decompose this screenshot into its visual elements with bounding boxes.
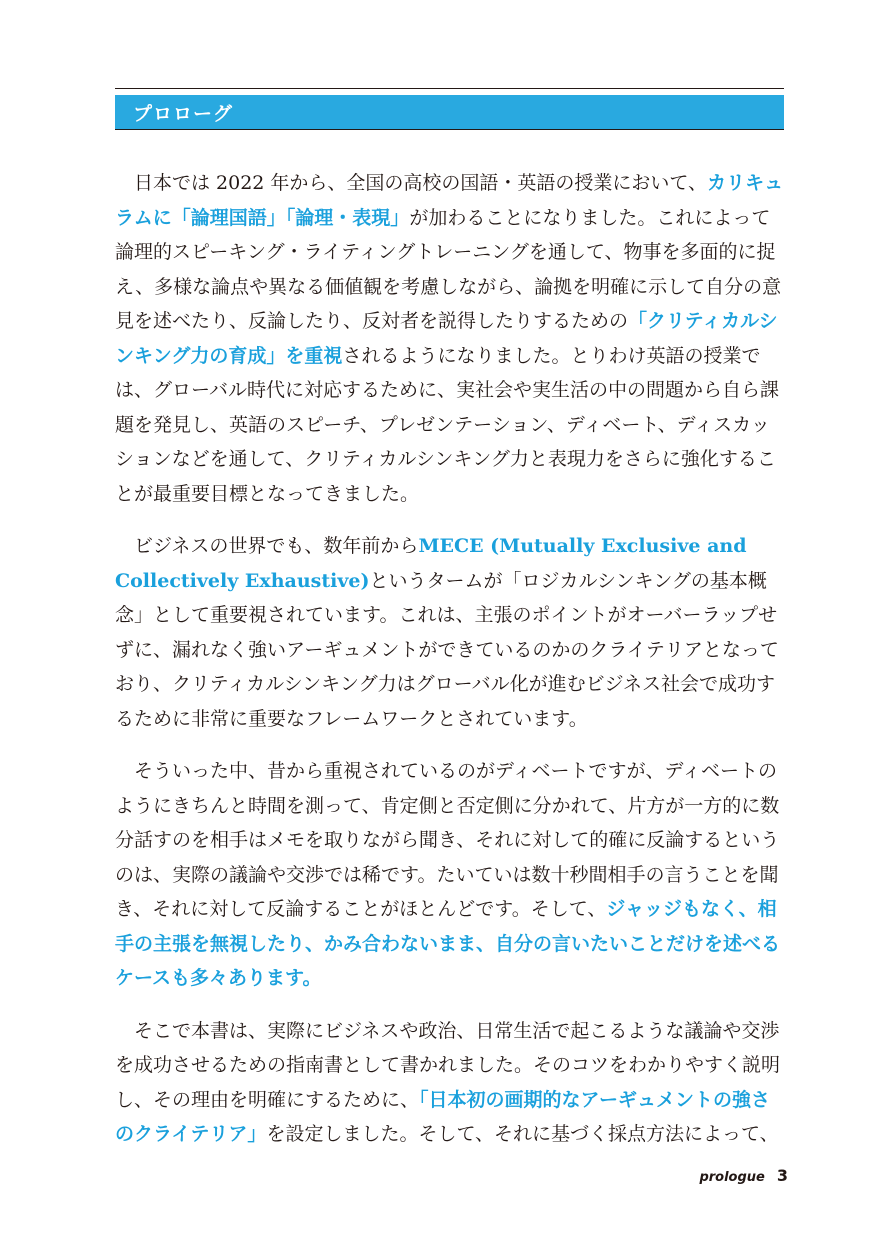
paragraph-1-run-1: 日本では 2022 年から、全国の高校の国語・英語の授業において、: [134, 172, 708, 194]
paragraph-4-highlight-1: 「日本初の画期的なアーギュメントの強さのクライテリア」: [115, 1088, 770, 1145]
page-number: 3: [776, 1166, 788, 1185]
body-text: [115, 166, 785, 1170]
paragraph-4-run-2: を設定しました。そして、それに基づく採点方法によって、: [266, 1123, 779, 1145]
paragraph-2: [115, 529, 785, 736]
paragraph-3: [115, 754, 785, 996]
section-heading-title: プロローグ: [133, 103, 234, 125]
paragraph-3-highlight-1: ジャッジもなく、相手の主張を無視したり、かみ合わないまま、自分の言いたいことだけを述べるケースも多々あります。: [115, 898, 781, 989]
paragraph-1-highlight-2: 「クリティカルシンキング力の育成」を重視: [115, 310, 778, 367]
paragraph-1-highlight-1: カリキュラムに「論理国語」「論理・表現」: [115, 172, 784, 229]
page-footer: [628, 1166, 788, 1185]
paragraph-1-run-3: されるようになりました。とりわけ英語の授業では、グローバル時代に対応するために、実社会や実生活の中の問題から自ら課題を発見し、英語のスピーチ、プレゼンテーション、ディベート、ディスカッションなどを通して、クリティカルシンキング力と表現力をさらに強化することが最重要目標となってきました。: [115, 344, 780, 505]
paragraph-4-run-1: そこで本書は、実際にビジネスや政治、日常生活で起こるような議論や交渉を成功させるための指南書として書かれました。そのコツをわかりやすく説明し、その理由を明確にするために、: [115, 1019, 781, 1111]
paragraph-2-run-1: ビジネスの世界でも、数年前から: [134, 535, 419, 557]
top-rule: [115, 88, 784, 89]
paragraph-4: [115, 1014, 785, 1152]
paragraph-2-highlight-1: MECE (Mutually Exclusive and Collectively Exhaustive): [115, 535, 747, 592]
paragraph-1: [115, 166, 785, 511]
paragraph-1-run-2: が加わることになりました。これによって論理的スピーキング・ライティングトレーニングを通して、物事を多面的に捉え、多様な論点や異なる価値観を考慮しながら、論拠を明確に示して自分の意見を述べたり、反論したり、反対者を説得したりするための: [115, 206, 782, 332]
paragraph-3-run-1: そういった中、昔から重視されているのがディベートですが、ディベートのようにきちんと時間を測って、肯定側と否定側に分かれて、片方が一方的に数分話すのを相手はメモを取りながら聞き、それに対して的確に反論するというのは、実際の議論や交渉では稀です。たいていは数十秒間相手の言うことを聞き、それに対して反論することがほとんどです。そして、: [115, 760, 780, 920]
section-heading-bar: [115, 95, 784, 130]
footer-section-label: prologue: [699, 1170, 765, 1185]
paragraph-2-run-2: というタームが「ロジカルシンキングの基本概念」として重要視されています。これは、主張のポイントがオーバーラップせずに、漏れなく強いアーギュメントができているのかのクライテリアとなっており、クリティカルシンキング力はグローバル化が進むビジネス社会で成功するために非常に重要なフレームワークとされています。: [115, 569, 779, 730]
